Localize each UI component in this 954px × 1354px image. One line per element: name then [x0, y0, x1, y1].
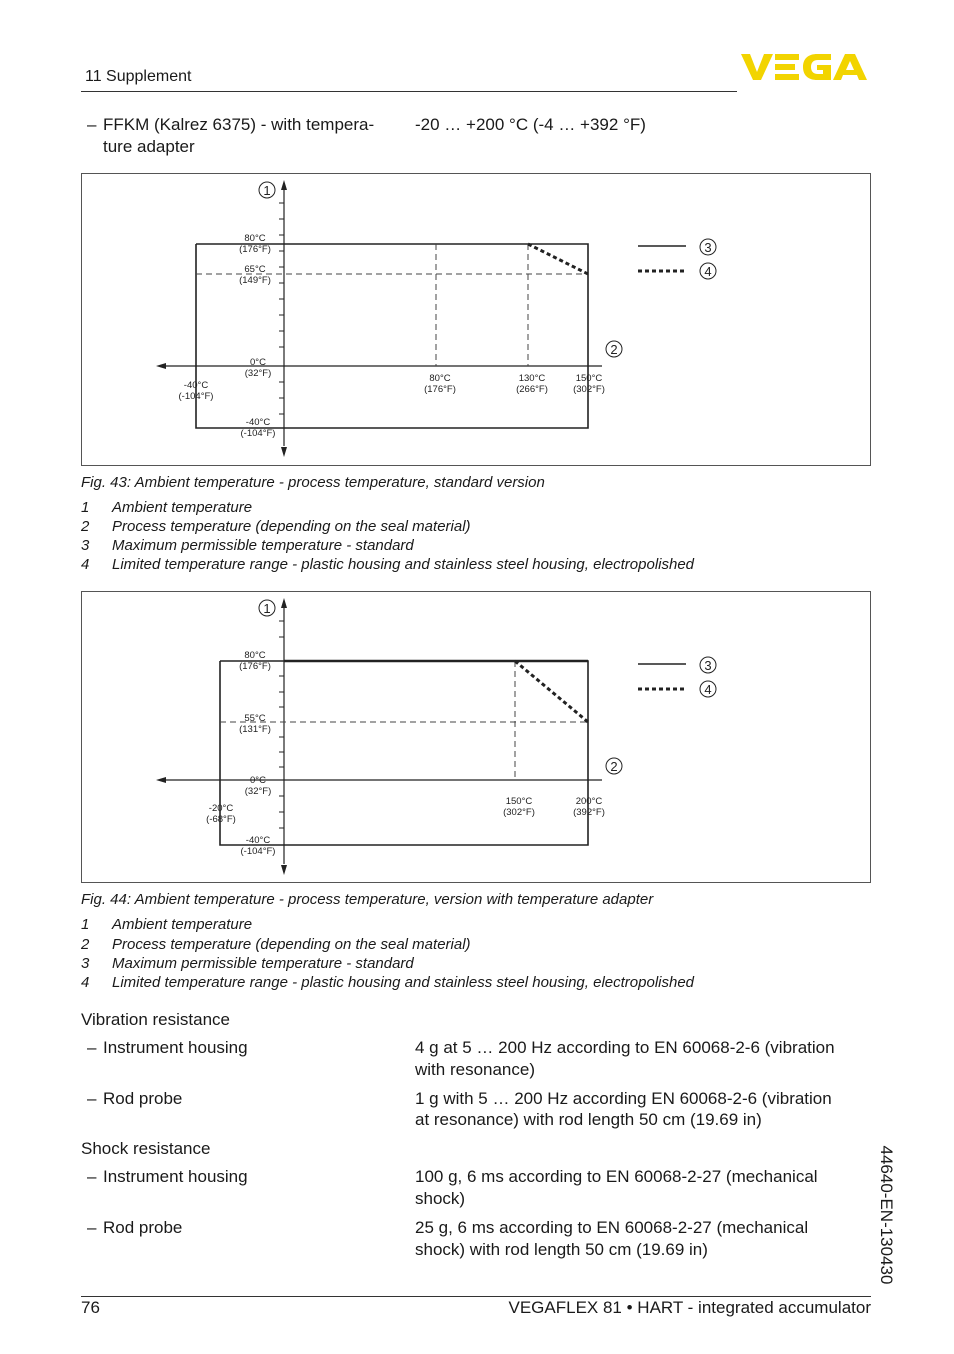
- fig44-chart: [82, 592, 870, 882]
- shock-title: Shock resistance: [81, 1139, 211, 1158]
- vibration-housing-value-2: with resonance): [415, 1060, 536, 1079]
- section-title: 11 Supplement: [85, 68, 192, 85]
- fig43-caption: Fig. 43: Ambient temperature - process temperature, standard version: [81, 474, 545, 491]
- y-label: -40°C: [245, 417, 271, 428]
- x-label: (-68°F): [206, 814, 236, 825]
- x-label: 80°C: [429, 373, 451, 384]
- bullet-dash: –: [87, 115, 97, 134]
- document-id: 44640-EN-130430: [877, 1145, 896, 1285]
- vega-logo: [741, 52, 873, 82]
- figure-44: [81, 591, 871, 883]
- x-label: (176°F): [424, 384, 456, 395]
- x-label: (302°F): [503, 807, 535, 818]
- y-label: 0°C: [250, 775, 266, 786]
- footer-rule: [81, 1296, 871, 1297]
- vibration-housing-label: Instrument housing: [103, 1038, 248, 1057]
- ffkm-label-2: ture adapter: [103, 137, 195, 156]
- y-label: -40°C: [245, 835, 271, 846]
- x-label: 130°C: [518, 373, 546, 384]
- y-label: (-104°F): [240, 428, 276, 439]
- y-label: (-104°F): [240, 846, 276, 857]
- bullet-dash: –: [87, 1089, 97, 1108]
- x-label: -20°C: [208, 803, 234, 814]
- shock-housing-label: Instrument housing: [103, 1167, 248, 1186]
- svg-text:3: 3: [704, 240, 712, 255]
- svg-text:1: 1: [263, 183, 271, 198]
- x-label: (302°F): [573, 384, 605, 395]
- y-label: 65°C: [244, 264, 266, 275]
- product-name: VEGAFLEX 81 • HART - integrated accumulator: [508, 1298, 871, 1317]
- shock-rod-value-2: shock) with rod length 50 cm (19.69 in): [415, 1240, 708, 1259]
- svg-text:4: 4: [704, 264, 712, 279]
- vibration-title: Vibration resistance: [81, 1010, 230, 1029]
- ffkm-label-1: FFKM (Kalrez 6375) - with tempera-: [103, 115, 375, 134]
- bullet-dash: –: [87, 1218, 97, 1237]
- vibration-rod-label: Rod probe: [103, 1089, 183, 1108]
- y-label: 80°C: [244, 650, 266, 661]
- y-label: (149°F): [239, 275, 271, 286]
- vibration-rod-value-1: 1 g with 5 … 200 Hz according EN 60068-2-6 (vibration: [415, 1089, 832, 1108]
- figure-43: [81, 173, 871, 466]
- x-label: -40°C: [183, 380, 209, 391]
- bullet-dash: –: [87, 1038, 97, 1057]
- limited-range-line: [515, 661, 588, 722]
- y-label: (131°F): [239, 724, 271, 735]
- y-label: (32°F): [244, 368, 272, 379]
- shock-rod-value-1: 25 g, 6 ms according to EN 60068-2-27 (mechanical: [415, 1218, 809, 1237]
- x-label: 200°C: [575, 796, 603, 807]
- svg-text:4: 4: [704, 682, 712, 697]
- svg-text:2: 2: [610, 759, 618, 774]
- x-label: 150°C: [505, 796, 533, 807]
- svg-text:2: 2: [610, 342, 618, 357]
- shock-housing-value-2: shock): [415, 1189, 466, 1208]
- svg-text:3: 3: [704, 658, 712, 673]
- x-label: 150°C: [575, 373, 603, 384]
- x-label: (392°F): [573, 807, 605, 818]
- page-number: 76: [81, 1298, 100, 1317]
- x-axis-arrow: [156, 363, 166, 369]
- header-rule: [81, 91, 737, 92]
- y-label: (176°F): [239, 661, 271, 672]
- y-label: 0°C: [250, 357, 266, 368]
- x-label: (-104°F): [178, 391, 214, 402]
- shock-housing-value-1: 100 g, 6 ms according to EN 60068-2-27 (mechanical: [415, 1167, 818, 1186]
- y-axis-arrow: [281, 598, 287, 608]
- vibration-housing-value-1: 4 g at 5 … 200 Hz according to EN 60068-2-6 (vibration: [415, 1038, 835, 1057]
- limited-range-line: [528, 244, 588, 274]
- x-axis-arrow: [156, 777, 166, 783]
- x-label: (266°F): [516, 384, 548, 395]
- y-label: (176°F): [239, 244, 271, 255]
- y-label: 55°C: [244, 713, 266, 724]
- fig44-caption: Fig. 44: Ambient temperature - process temperature, version with temperature adapter: [81, 891, 654, 908]
- shock-rod-label: Rod probe: [103, 1218, 183, 1237]
- y-axis-arrow: [281, 180, 287, 190]
- svg-text:1: 1: [263, 601, 271, 616]
- bullet-dash: –: [87, 1167, 97, 1186]
- fig43-chart: [82, 174, 870, 465]
- y-label: (32°F): [244, 786, 272, 797]
- ffkm-value: -20 … +200 °C (-4 … +392 °F): [415, 115, 646, 134]
- y-label: 80°C: [244, 233, 266, 244]
- vibration-rod-value-2: at resonance) with rod length 50 cm (19.69 in): [415, 1110, 762, 1129]
